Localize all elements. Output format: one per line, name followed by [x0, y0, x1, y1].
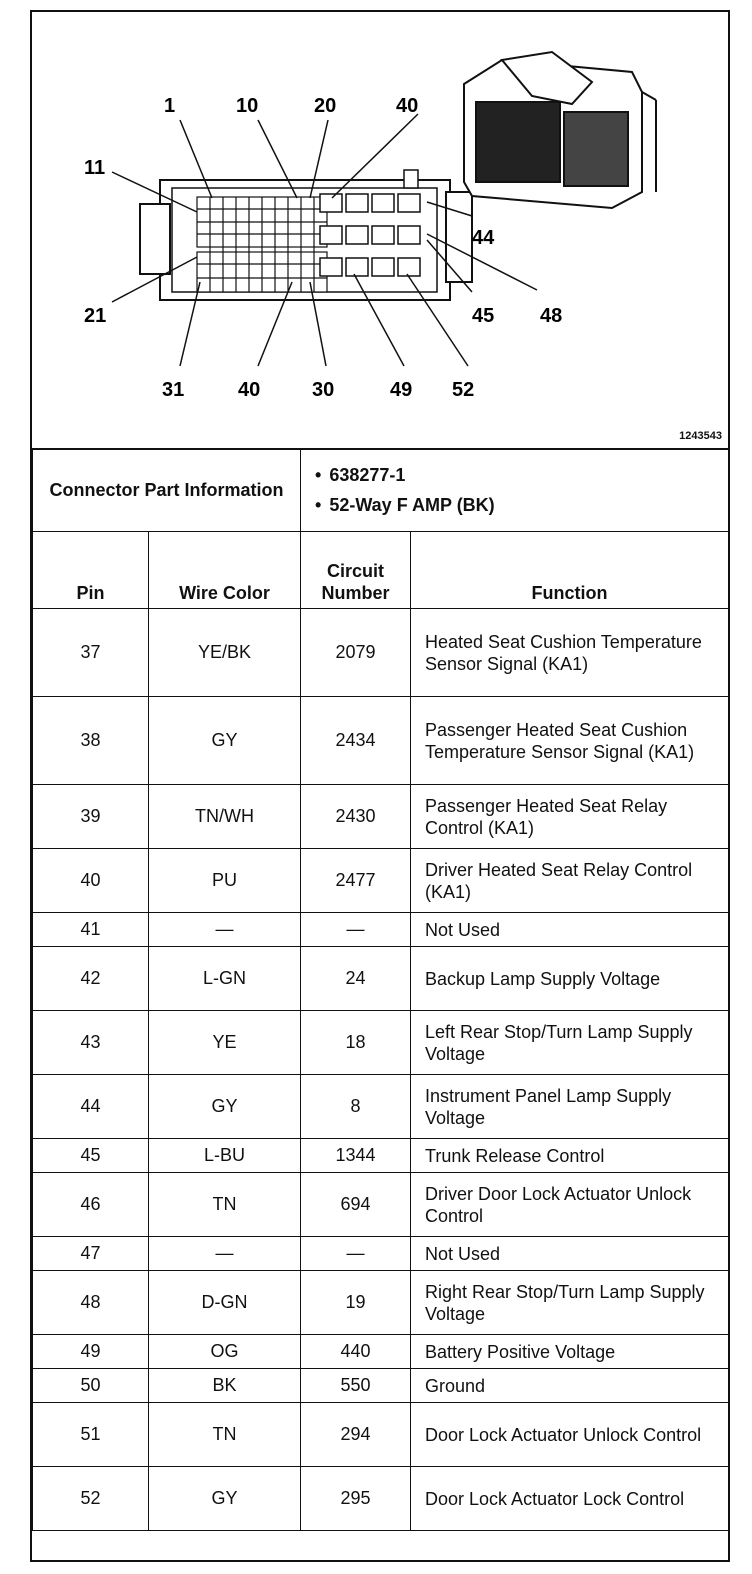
pin-label-45: 45 [472, 305, 495, 327]
cell-circuit-number: — [301, 913, 411, 947]
cell-circuit-number: 550 [301, 1369, 411, 1403]
cell-function: Not Used [411, 913, 729, 947]
cell-pin: 46 [33, 1173, 149, 1237]
cell-function: Right Rear Stop/Turn Lamp Supply Voltage [411, 1271, 729, 1335]
table-header-row [33, 532, 729, 609]
table-row [33, 1173, 729, 1237]
cell-circuit-number: 294 [301, 1403, 411, 1467]
table-row [33, 913, 729, 947]
cell-function: Passenger Heated Seat Relay Control (KA1) [411, 785, 729, 849]
cell-wire-color: D-GN [149, 1271, 301, 1335]
cell-pin: 44 [33, 1075, 149, 1139]
cell-function: Not Used [411, 1237, 729, 1271]
cell-wire-color: L-BU [149, 1139, 301, 1173]
table-row [33, 785, 729, 849]
cell-wire-color: OG [149, 1335, 301, 1369]
table-row [33, 1335, 729, 1369]
pin-label-11: 11 [84, 157, 106, 179]
cell-function: Door Lock Actuator Unlock Control [411, 1403, 729, 1467]
cell-function: Trunk Release Control [411, 1139, 729, 1173]
table-row [33, 1011, 729, 1075]
cell-wire-color: GY [149, 1467, 301, 1531]
cell-circuit-number: 2430 [301, 785, 411, 849]
cell-function: Left Rear Stop/Turn Lamp Supply Voltage [411, 1011, 729, 1075]
header-wire-color: Wire Color [149, 532, 301, 609]
table-row [33, 609, 729, 697]
cell-function: Ground [411, 1369, 729, 1403]
header-pin: Pin [33, 532, 149, 609]
connector-face-drawing [32, 12, 728, 448]
connector-type: • 52-Way F AMP (BK) [315, 490, 728, 520]
connector-info-list [301, 449, 729, 532]
cell-wire-color: TN [149, 1403, 301, 1467]
cell-wire-color: — [149, 913, 301, 947]
cell-pin: 38 [33, 697, 149, 785]
pinout-rows [33, 609, 729, 1531]
cell-circuit-number: 8 [301, 1075, 411, 1139]
cell-wire-color: YE [149, 1011, 301, 1075]
cell-pin: 40 [33, 849, 149, 913]
cell-circuit-number: — [301, 1237, 411, 1271]
cell-function: Door Lock Actuator Lock Control [411, 1467, 729, 1531]
pin-label-20: 20 [314, 95, 337, 117]
cell-pin: 41 [33, 913, 149, 947]
cell-pin: 50 [33, 1369, 149, 1403]
pin-label-44: 44 [472, 227, 495, 249]
cell-circuit-number: 24 [301, 947, 411, 1011]
cell-function: Battery Positive Voltage [411, 1335, 729, 1369]
table-row [33, 1467, 729, 1531]
cell-function: Instrument Panel Lamp Supply Voltage [411, 1075, 729, 1139]
cell-pin: 37 [33, 609, 149, 697]
cell-pin: 42 [33, 947, 149, 1011]
cell-wire-color: L-GN [149, 947, 301, 1011]
cell-wire-color: — [149, 1237, 301, 1271]
connector-sheet [30, 10, 730, 1562]
pin-label-10: 10 [236, 95, 259, 117]
image-id: 1243543 [679, 430, 722, 442]
cell-circuit-number: 2079 [301, 609, 411, 697]
cell-function: Backup Lamp Supply Voltage [411, 947, 729, 1011]
pin-label-40-bottom: 40 [238, 379, 261, 401]
pin-label-21: 21 [84, 305, 107, 327]
table-row [33, 1369, 729, 1403]
table-row [33, 697, 729, 785]
header-circuit-number: Circuit Number [301, 532, 411, 609]
cell-circuit-number: 694 [301, 1173, 411, 1237]
cell-function: Driver Door Lock Actuator Unlock Control [411, 1173, 729, 1237]
cell-pin: 43 [33, 1011, 149, 1075]
cell-wire-color: GY [149, 1075, 301, 1139]
pinout-table [32, 448, 729, 1531]
cell-circuit-number: 295 [301, 1467, 411, 1531]
cell-pin: 47 [33, 1237, 149, 1271]
cell-function: Heated Seat Cushion Temperature Sensor Signal (KA1) [411, 609, 729, 697]
cell-pin: 48 [33, 1271, 149, 1335]
cell-pin: 51 [33, 1403, 149, 1467]
pin-label-49: 49 [390, 379, 413, 401]
pin-label-30: 30 [312, 379, 335, 401]
pin-label-48: 48 [540, 305, 563, 327]
table-row [33, 1139, 729, 1173]
cell-pin: 39 [33, 785, 149, 849]
cell-circuit-number: 19 [301, 1271, 411, 1335]
connector-3d-icon [464, 52, 656, 208]
cell-pin: 45 [33, 1139, 149, 1173]
table-row [33, 1271, 729, 1335]
cell-wire-color: TN [149, 1173, 301, 1237]
table-row [33, 1075, 729, 1139]
cell-function: Driver Heated Seat Relay Control (KA1) [411, 849, 729, 913]
cell-wire-color: PU [149, 849, 301, 913]
header-function: Function [411, 532, 729, 609]
cell-circuit-number: 2477 [301, 849, 411, 913]
connector-info-row [33, 449, 729, 532]
table-row [33, 849, 729, 913]
cell-circuit-number: 1344 [301, 1139, 411, 1173]
pin-label-1: 1 [164, 95, 176, 117]
connector-info-label: Connector Part Information [33, 449, 301, 532]
pin-label-31: 31 [162, 379, 185, 401]
cell-wire-color: BK [149, 1369, 301, 1403]
pin-label-52: 52 [452, 379, 475, 401]
pin-label-40-top: 40 [396, 95, 419, 117]
cell-circuit-number: 440 [301, 1335, 411, 1369]
table-row [33, 947, 729, 1011]
cell-pin: 52 [33, 1467, 149, 1531]
cell-circuit-number: 18 [301, 1011, 411, 1075]
cell-wire-color: TN/WH [149, 785, 301, 849]
cell-function: Passenger Heated Seat Cushion Temperature Sensor Signal (KA1) [411, 697, 729, 785]
cell-circuit-number: 2434 [301, 697, 411, 785]
cell-wire-color: YE/BK [149, 609, 301, 697]
connector-diagram [32, 12, 728, 450]
cell-pin: 49 [33, 1335, 149, 1369]
cell-wire-color: GY [149, 697, 301, 785]
table-row [33, 1403, 729, 1467]
connector-part-number: • 638277-1 [315, 460, 728, 490]
table-row [33, 1237, 729, 1271]
